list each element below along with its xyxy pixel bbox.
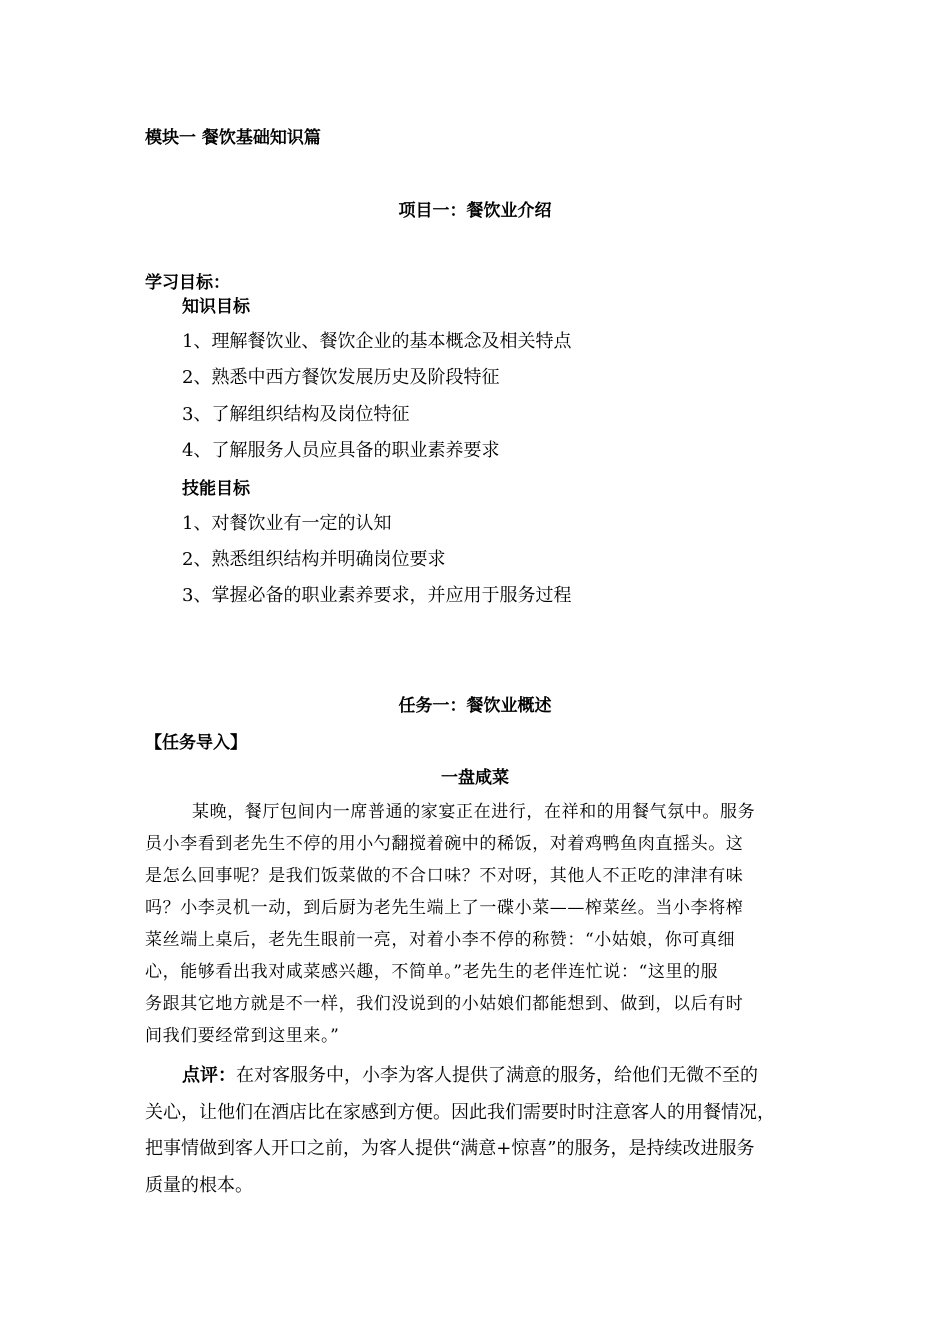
knowledge-item: 3、了解组织结构及岗位特征 <box>182 404 410 425</box>
knowledge-item: 1、理解餐饮业、餐饮企业的基本概念及相关特点 <box>182 331 572 352</box>
story-line: 员小李看到老先生不停的用小勺翻搅着碗中的稀饭，对着鸡鸭鱼肉直摇头。这 <box>145 834 744 854</box>
story-line: 心，能够看出我对咸菜感兴趣，不简单。”老先生的老伴连忙说：“这里的服 <box>145 962 719 982</box>
comment-first-line: 在对客服务中，小李为客人提供了满意的服务，给他们无微不至的 <box>236 1065 758 1086</box>
skill-item: 2、熟悉组织结构并明确岗位要求 <box>182 549 446 570</box>
skill-item: 3、掌握必备的职业素养要求，并应用于服务过程 <box>182 585 572 606</box>
story-title: 一盘咸菜 <box>441 768 509 788</box>
knowledge-goals-heading: 知识目标 <box>182 297 250 317</box>
story-line: 菜丝端上桌后，老先生眼前一亮，对着小李不停的称赞：“小姑娘，你可真细 <box>145 930 736 950</box>
skill-item: 1、对餐饮业有一定的认知 <box>182 513 392 534</box>
module-title: 模块一 餐饮基础知识篇 <box>145 128 321 148</box>
comment-paragraph <box>182 1064 758 1088</box>
story-line: 是怎么回事呢？是我们饭菜做的不合口味？不对呀，其他人不正吃的津津有味 <box>145 866 744 886</box>
story-line: 吗？小李灵机一动，到后厨为老先生端上了一碟小菜——榨菜丝。当小李将榨 <box>145 898 744 918</box>
story-line: 务跟其它地方就是不一样，我们没说到的小姑娘们都能想到、做到，以后有时 <box>145 994 744 1014</box>
story-line: 间我们要经常到这里来。” <box>145 1026 340 1046</box>
knowledge-item: 4、了解服务人员应具备的职业素养要求 <box>182 440 500 461</box>
knowledge-item: 2、熟悉中西方餐饮发展历史及阶段特征 <box>182 367 500 388</box>
task-title: 任务一：餐饮业概述 <box>398 696 552 716</box>
story-line: 某晚，餐厅包间内一席普通的家宴正在进行，在祥和的用餐气氛中。服务 <box>192 802 756 822</box>
comment-line: 关心，让他们在酒店比在家感到方便。因此我们需要时时注意客人的用餐情况， <box>145 1102 775 1123</box>
comment-line: 质量的根本。 <box>145 1175 253 1196</box>
task-intro-label: 【任务导入】 <box>145 733 247 753</box>
skill-goals-heading: 技能目标 <box>182 479 250 499</box>
learning-goals-heading: 学习目标： <box>145 273 230 293</box>
comment-line: 把事情做到客人开口之前，为客人提供“满意+惊喜”的服务，是持续改进服务 <box>145 1138 755 1159</box>
project-title: 项目一：餐饮业介绍 <box>398 201 552 221</box>
comment-label: 点评： <box>182 1065 236 1086</box>
